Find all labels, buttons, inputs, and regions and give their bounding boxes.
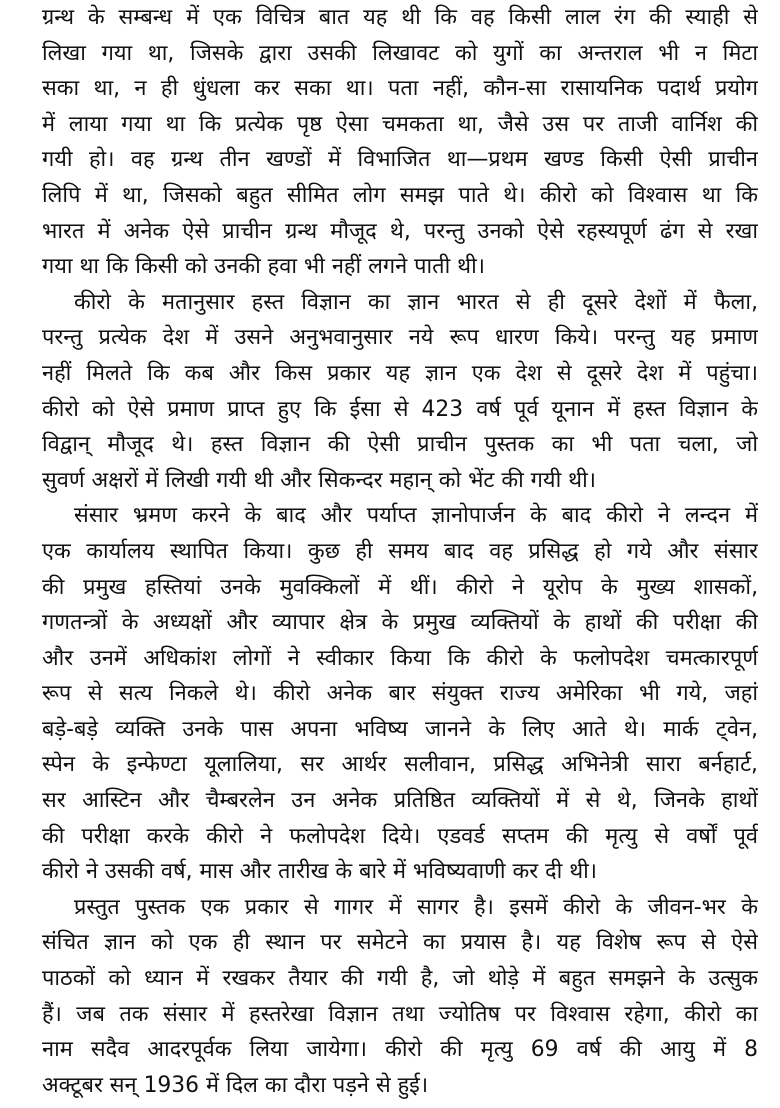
text-line: और उनमें अधिकांश लोगों ने स्वीकार किया कि कीरो के फलोपदेश चमत्कारपूर्ण bbox=[42, 645, 758, 671]
text-line: रूप से सत्य निकले थे। कीरो अनेक बार संयुक्त राज्य अमेरिका भी गये, जहां bbox=[42, 681, 758, 707]
text-line: हैं। जब तक संसार में हस्तरेखा विज्ञान तथा ज्योतिष पर विश्वास रहेगा, कीरो का bbox=[42, 1001, 758, 1027]
text-line: गणतन्त्रों के अध्यक्षों और व्यापार क्षेत्र के प्रमुख व्यक्तियों के हाथों की परीक्षा की bbox=[42, 610, 758, 636]
text-line: ग्रन्थ के सम्बन्ध में एक विचित्र बात यह थी कि वह किसी लाल रंग की स्याही से bbox=[42, 5, 758, 30]
text-line: में लाया गया था कि प्रत्येक पृष्ठ ऐसा चमकता था, जैसे उस पर ताजी वार्निश की bbox=[42, 111, 758, 137]
text-line: परन्तु प्रत्येक देश में उसने अनुभवानुसार नये रूप धारण किये। परन्तु यह प्रमाण bbox=[42, 325, 758, 351]
text-line: लिपि में था, जिसको बहुत सीमित लोग समझ पाते थे। कीरो को विश्वास था कि bbox=[42, 182, 758, 208]
text-line: पाठकों को ध्यान में रखकर तैयार की गयी है, जो थोड़े में बहुत समझने के उत्सुक bbox=[42, 966, 758, 992]
text-line: एक कार्यालय स्थापित किया। कुछ ही समय बाद वह प्रसिद्ध हो गये और संसार bbox=[42, 538, 758, 564]
text-line: संचित ज्ञान को एक ही स्थान पर समेटने का प्रयास है। यह विशेष रूप से ऐसे bbox=[42, 930, 758, 956]
paragraph-1 bbox=[42, 0, 758, 285]
text-line: नाम सदैव आदरपूर्वक लिया जायेगा। कीरो की मृत्यु 69 वर्ष की आयु में 8 bbox=[42, 1037, 758, 1063]
paragraph-4 bbox=[42, 890, 758, 1104]
paragraph-2 bbox=[42, 285, 758, 499]
text-line: कीरो के मतानुसार हस्त विज्ञान का ज्ञान भारत से ही दूसरे देशों में फैला, bbox=[74, 289, 758, 315]
text-line: स्पेन के इन्फेण्टा यूलालिया, सर आर्थर सलीवान, प्रसिद्ध अभिनेत्री सारा बर्नहार्ट, bbox=[42, 752, 758, 778]
text-line: सका था, न ही धुंधला कर सका था। पता नहीं, कौन-सा रासायनिक पदार्थ प्रयोग bbox=[42, 76, 758, 102]
text-line: बड़े-बड़े व्यक्ति उनके पास अपना भविष्य जानने के लिए आते थे। मार्क ट्वेन, bbox=[42, 716, 758, 742]
text-line: की परीक्षा करके कीरो ने फलोपदेश दिये। एडवर्ड सप्तम की मृत्यु से वर्षों पूर्व bbox=[42, 823, 758, 849]
text-line: गयी हो। वह ग्रन्थ तीन खण्डों में विभाजित था—प्रथम खण्ड किसी ऐसी प्राचीन bbox=[42, 147, 758, 173]
text-line: विद्वान् मौजूद थे। हस्त विज्ञान की ऐसी प्राचीन पुस्तक का भी पता चला, जो bbox=[42, 432, 758, 458]
text-line: लिखा गया था, जिसके द्वारा उसकी लिखावट को युगों का अन्तराल भी न मिटा bbox=[42, 40, 758, 66]
text-line: अक्टूबर सन् 1936 में दिल का दौरा पड़ने से हुई। bbox=[42, 1072, 429, 1098]
text-line: प्रस्तुत पुस्तक एक प्रकार से गागर में सागर है। इसमें कीरो के जीवन-भर के bbox=[74, 894, 758, 920]
text-line: भारत में अनेक ऐसे प्राचीन ग्रन्थ मौजूद थे, परन्तु उनको ऐसे रहस्यपूर्ण ढंग से रखा bbox=[42, 218, 758, 244]
text-line: संसार भ्रमण करने के बाद और पर्याप्त ज्ञानोपार्जन के बाद कीरो ने लन्दन में bbox=[74, 503, 758, 529]
text-line: गया था कि किसी को उनकी हवा भी नहीं लगने पाती थी। bbox=[42, 254, 486, 280]
text-line: कीरो ने उसकी वर्ष, मास और तारीख के बारे में भविष्यवाणी कर दी थी। bbox=[42, 859, 598, 885]
text-line: सर आस्टिन और चैम्बरलेन उन अनेक प्रतिष्ठित व्यक्तियों में से थे, जिनके हाथों bbox=[42, 788, 758, 814]
text-line: नहीं मिलते कि कब और किस प्रकार यह ज्ञान एक देश से दूसरे देश में पहुंचा। bbox=[42, 360, 758, 386]
paragraph-3 bbox=[42, 498, 758, 890]
text-line: सुवर्ण अक्षरों में लिखी गयी थी और सिकन्दर महान् को भेंट की गयी थी। bbox=[42, 467, 596, 493]
text-line: कीरो को ऐसे प्रमाण प्राप्त हुए कि ईसा से 423 वर्ष पूर्व यूनान में हस्त विज्ञान के bbox=[42, 396, 758, 422]
text-line: की प्रमुख हस्तियां उनके मुवक्किलों में थीं। कीरो ने यूरोप के मुख्य शासकों, bbox=[42, 574, 758, 600]
